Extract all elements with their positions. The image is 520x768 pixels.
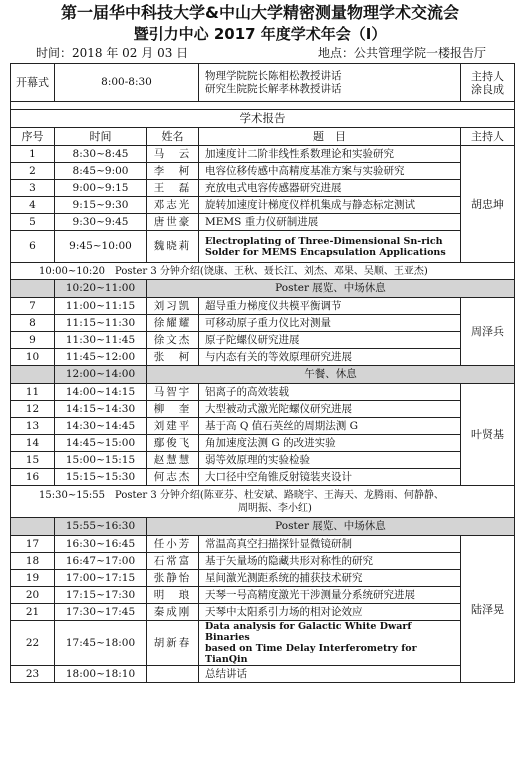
row-topic: MEMS 重力仪研制进展 xyxy=(199,214,461,231)
section-title: 学术报告 xyxy=(11,110,515,128)
spacer xyxy=(11,102,515,110)
row-topic: 星间激光测距系统的捕获技术研究 xyxy=(199,570,461,587)
row-no: 20 xyxy=(11,587,55,604)
row-time: 9:00~9:15 xyxy=(55,180,147,197)
opening-row xyxy=(11,64,515,102)
row-no: 11 xyxy=(11,384,55,401)
row-no: 7 xyxy=(11,298,55,315)
column-header-row xyxy=(11,128,515,146)
break-row xyxy=(11,518,515,536)
row-topic xyxy=(199,231,461,263)
row-time: 11:30~11:45 xyxy=(55,332,147,349)
row-no: 13 xyxy=(11,418,55,435)
poster-intro-2 xyxy=(11,486,515,518)
opening-speeches xyxy=(199,64,461,102)
poster-row xyxy=(11,486,515,518)
row-speaker: 赵慧慧 xyxy=(147,452,199,469)
break2-time: 15:55~16:30 xyxy=(55,518,147,536)
table-row xyxy=(11,214,515,231)
table-row xyxy=(11,452,515,469)
table-row xyxy=(11,604,515,621)
schedule-table xyxy=(10,63,515,683)
row-no: 8 xyxy=(11,315,55,332)
row-speaker: 张静怡 xyxy=(147,570,199,587)
row-no: 16 xyxy=(11,469,55,486)
poster-intro-1: 10:00~10:20 Poster 3 分钟介绍(饶康、王秋、聂长江、刘杰、邓果、吴顺、王亚杰) xyxy=(11,263,515,280)
row-speaker: 刘建平 xyxy=(147,418,199,435)
block3-host: 叶贤基 xyxy=(461,384,515,486)
row-no: 4 xyxy=(11,197,55,214)
row-no: 23 xyxy=(11,666,55,683)
row-speaker: 王 磊 xyxy=(147,180,199,197)
row-speaker: 刘习凯 xyxy=(147,298,199,315)
row-no: 10 xyxy=(11,349,55,366)
row-no: 5 xyxy=(11,214,55,231)
row-speaker: 邓志光 xyxy=(147,197,199,214)
opening-label: 开幕式 xyxy=(11,64,55,102)
row-topic: 天琴一号高精度激光干涉测量分系统研究进展 xyxy=(199,587,461,604)
break-row xyxy=(11,366,515,384)
row-no: 6 xyxy=(11,231,55,263)
row-topic: 大口径中空角锥反射镜装夹设计 xyxy=(199,469,461,486)
row-topic: 电容位移传感中高精度基准方案与实验研究 xyxy=(199,163,461,180)
table-row xyxy=(11,231,515,263)
row-time: 11:15~11:30 xyxy=(55,315,147,332)
row-no: 18 xyxy=(11,553,55,570)
row-time: 17:15~17:30 xyxy=(55,587,147,604)
row-speaker: 魏晓莉 xyxy=(147,231,199,263)
row-speaker: 任小芳 xyxy=(147,536,199,553)
row-time: 8:30~8:45 xyxy=(55,146,147,163)
opening-host xyxy=(461,64,515,102)
lunch-time: 12:00~14:00 xyxy=(55,366,147,384)
break1-label: Poster 展览、中场休息 xyxy=(147,280,515,298)
poster-intro-2-line1: 15:30~15:55 Poster 3 分钟介绍(陈亚芬、杜安斌、路晓宇、王海天、龙腾雨、何静静、 xyxy=(39,489,444,501)
conference-title: 第一届华中科技大学&中山大学精密测量物理学术交流会 xyxy=(61,3,459,22)
row-topic: 角加速度法测 G 的改进实验 xyxy=(199,435,461,452)
row-topic: 加速度计二阶非线性系数理论和实验研究 xyxy=(199,146,461,163)
event-date: 时间：2018 年 02 月 03 日 xyxy=(36,46,189,60)
row-topic: 基于高 Q 值石英丝的周期法测 G xyxy=(199,418,461,435)
lunch-label: 午餐、休息 xyxy=(147,366,515,384)
row-time: 9:45~10:00 xyxy=(55,231,147,263)
row-speaker: 徐耀耀 xyxy=(147,315,199,332)
table-row xyxy=(11,332,515,349)
break1-time: 10:20~11:00 xyxy=(55,280,147,298)
row-speaker: 徐文杰 xyxy=(147,332,199,349)
row-speaker: 明 琅 xyxy=(147,587,199,604)
block4-host: 陆泽晃 xyxy=(461,536,515,683)
row-no: 22 xyxy=(11,621,55,666)
opening-speech-1: 物理学院院长陈相松教授讲话 xyxy=(205,69,342,82)
break-spacer xyxy=(11,280,55,298)
table-row xyxy=(11,570,515,587)
row-topic: 可移动原子重力仪比对测量 xyxy=(199,315,461,332)
row-speaker: 何志杰 xyxy=(147,469,199,486)
col-host: 主持人 xyxy=(461,128,515,146)
row-no: 12 xyxy=(11,401,55,418)
row-speaker: 张 柯 xyxy=(147,349,199,366)
table-row xyxy=(11,553,515,570)
row-no: 19 xyxy=(11,570,55,587)
poster-intro-2-line2: 周明振、李小红) xyxy=(238,502,312,514)
conference-subtitle: 暨引力中心 2017 年度学术年会（I） xyxy=(133,25,387,43)
row-speaker: 柳 奎 xyxy=(147,401,199,418)
table-row xyxy=(11,621,515,666)
table-row xyxy=(11,435,515,452)
row-time: 18:00~18:10 xyxy=(55,666,147,683)
row-topic: 常温高真空扫描探针显微镜研制 xyxy=(199,536,461,553)
row-time: 17:00~17:15 xyxy=(55,570,147,587)
row-topic: 基于矢量场的隐藏共形对称性的研究 xyxy=(199,553,461,570)
row-time: 15:00~15:15 xyxy=(55,452,147,469)
table-row xyxy=(11,587,515,604)
row-topic: 超导重力梯度仪共模平衡调节 xyxy=(199,298,461,315)
table-row xyxy=(11,163,515,180)
event-location: 地点：公共管理学院一楼报告厅 xyxy=(317,46,486,60)
row-time: 17:45~18:00 xyxy=(55,621,147,666)
row-no: 9 xyxy=(11,332,55,349)
opening-host-name: 涂良成 xyxy=(471,82,504,96)
row-no: 14 xyxy=(11,435,55,452)
row-topic-line: Electroplating of Three-Dimensional Sn-rich xyxy=(205,235,443,247)
event-info xyxy=(0,44,520,63)
col-name: 姓名 xyxy=(147,128,199,146)
table-row xyxy=(11,146,515,163)
row-time: 9:30~9:45 xyxy=(55,214,147,231)
table-row xyxy=(11,418,515,435)
block1-host: 胡忠坤 xyxy=(461,146,515,263)
row-time: 11:45~12:00 xyxy=(55,349,147,366)
row-speaker: 马智宇 xyxy=(147,384,199,401)
break2-label: Poster 展览、中场休息 xyxy=(147,518,515,536)
section-title-row xyxy=(11,110,515,128)
row-time: 14:00~14:15 xyxy=(55,384,147,401)
col-topic: 题 目 xyxy=(199,128,461,146)
row-speaker: 胡新春 xyxy=(147,621,199,666)
row-topic: 大型被动式激光陀螺仪研究进展 xyxy=(199,401,461,418)
row-topic: 天琴中太阳系引力场的相对论效应 xyxy=(199,604,461,621)
table-row xyxy=(11,384,515,401)
table-row xyxy=(11,666,515,683)
row-time: 14:30~14:45 xyxy=(55,418,147,435)
table-row xyxy=(11,197,515,214)
col-time: 时间 xyxy=(55,128,147,146)
row-topic: 旋转加速度计梯度仪样机集成与静态标定测试 xyxy=(199,197,461,214)
break-spacer xyxy=(11,366,55,384)
row-topic: 充放电式电容传感器研究进展 xyxy=(199,180,461,197)
row-speaker: 鄢俊飞 xyxy=(147,435,199,452)
row-speaker: 石常富 xyxy=(147,553,199,570)
row-no: 1 xyxy=(11,146,55,163)
row-time: 16:30~16:45 xyxy=(55,536,147,553)
poster-row xyxy=(11,263,515,280)
row-time: 11:00~11:15 xyxy=(55,298,147,315)
row-topic xyxy=(199,621,461,666)
row-topic-line: Data analysis for Galactic White Dwarf Binaries xyxy=(205,621,412,643)
row-speaker: 秦成刚 xyxy=(147,604,199,621)
row-topic: 铝离子的高效装载 xyxy=(199,384,461,401)
row-time: 8:45~9:00 xyxy=(55,163,147,180)
row-time: 9:15~9:30 xyxy=(55,197,147,214)
row-time: 15:15~15:30 xyxy=(55,469,147,486)
row-topic-line: based on Time Delay Interferometry for TianQin xyxy=(205,643,417,665)
row-no: 2 xyxy=(11,163,55,180)
break-spacer xyxy=(11,518,55,536)
col-no: 序号 xyxy=(11,128,55,146)
row-time: 16:47~17:00 xyxy=(55,553,147,570)
row-speaker: 马 云 xyxy=(147,146,199,163)
row-topic: 总结讲话 xyxy=(199,666,461,683)
table-row xyxy=(11,298,515,315)
row-no: 15 xyxy=(11,452,55,469)
opening-time: 8:00-8:30 xyxy=(55,64,199,102)
row-speaker xyxy=(147,666,199,683)
row-no: 17 xyxy=(11,536,55,553)
opening-host-label: 主持人 xyxy=(471,69,504,83)
table-row xyxy=(11,401,515,418)
table-row xyxy=(11,315,515,332)
row-topic: 原子陀螺仪研究进展 xyxy=(199,332,461,349)
block2-host: 周泽兵 xyxy=(461,298,515,366)
row-time: 14:45~15:00 xyxy=(55,435,147,452)
break-row xyxy=(11,280,515,298)
row-topic-line: Solder for MEMS Encapsulation Applications xyxy=(205,246,446,258)
table-row xyxy=(11,349,515,366)
table-row xyxy=(11,180,515,197)
row-time: 14:15~14:30 xyxy=(55,401,147,418)
table-row xyxy=(11,469,515,486)
row-no: 21 xyxy=(11,604,55,621)
row-topic: 弱等效原理的实验检验 xyxy=(199,452,461,469)
row-speaker: 唐世豪 xyxy=(147,214,199,231)
row-time: 17:30~17:45 xyxy=(55,604,147,621)
row-topic: 与内态有关的等效原理研究进展 xyxy=(199,349,461,366)
opening-speech-2: 研究生院院长解孝林教授讲话 xyxy=(205,82,342,95)
row-no: 3 xyxy=(11,180,55,197)
row-speaker: 李 柯 xyxy=(147,163,199,180)
table-row xyxy=(11,536,515,553)
